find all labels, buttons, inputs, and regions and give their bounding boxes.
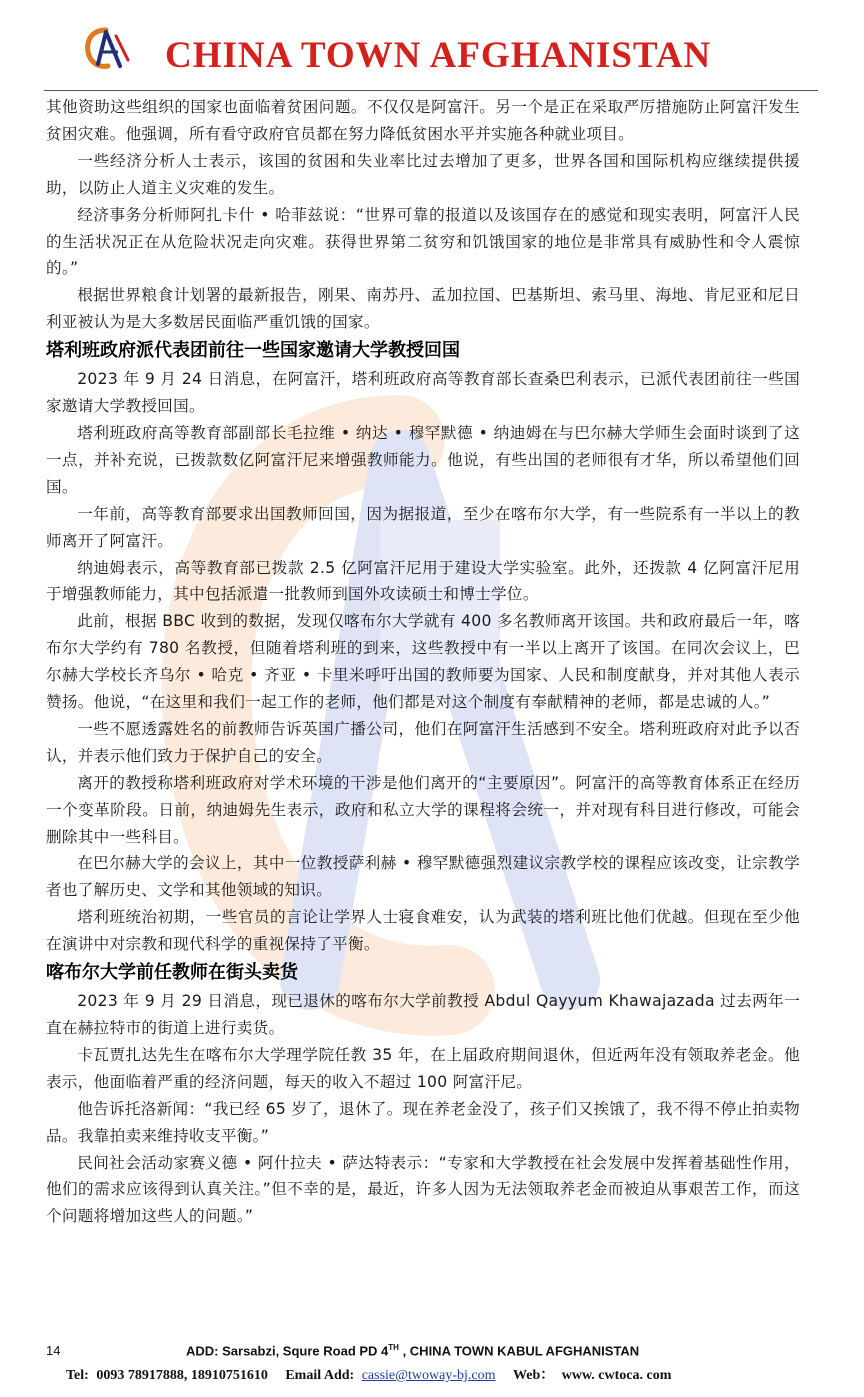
paragraph: 卡瓦贾扎达先生在喀布尔大学理学院任教 35 年，在上届政府期间退休，但近两年没有领取养老金。他表示，他面临着严重的经济问题，每天的收入不超过 100 阿富汗尼。	[46, 1045, 800, 1091]
paragraph: 一年前，高等教育部要求出国教师回国，因为据报道，至少在喀布尔大学，有一些院系有一半以上的教师离开了阿富汗。	[46, 504, 800, 550]
tel-value: 0093 78917888, 18910751610	[96, 1368, 268, 1383]
page-number: 14	[46, 1343, 61, 1358]
footer-contact-line	[66, 1364, 826, 1384]
brand-title: CHINA TOWN AFGHANISTAN	[165, 35, 712, 76]
section-heading: 喀布尔大学前任教师在街头卖货	[46, 962, 298, 984]
paragraph: 一些经济分析人士表示，该国的贫困和失业率比过去增加了更多，世界各国和国际机构应继续提供援助，以防止人道主义灾难的发生。	[46, 151, 800, 197]
paragraph: 此前，根据 BBC 收到的数据，发现仅喀布尔大学就有 400 多名教师离开该国。共和政府最后一年，喀布尔大学约有 780 名教授，但随着塔利班的到来，这些教授中有一半以上离开了该国。在同次会议上，巴尔赫大学校长齐乌尔 • 哈克 • 齐亚 • 卡里米呼吁出国的教师要为国家、人民和制度献身，并对其他人表示赞扬。他说，“在这里和我们一起工作的老师，他们都是对这个制度有奉献精神的老师，都是忠诚的人。”	[46, 612, 800, 712]
paragraph: 一些不愿透露姓名的前教师告诉英国广播公司，他们在阿富汗生活感到不安全。塔利班政府对此予以否认，并表示他们致力于保护自己的安全。	[46, 719, 800, 765]
paragraph: 在巴尔赫大学的会议上，其中一位教授萨利赫 • 穆罕默德强烈建议宗教学校的课程应该改变，让宗教学者也了解历史、文学和其他领域的知识。	[46, 854, 800, 900]
address-prefix: ADD: Sarsabzi, Squre Road PD 4	[186, 1343, 389, 1359]
email-link[interactable]: cassie@twoway-bj.com	[361, 1368, 496, 1383]
paragraph: 经济事务分析师阿扎卡什 • 哈菲兹说：“世界可靠的报道以及该国存在的感觉和现实表明，阿富汗人民的生活状况正在从危险状况走向灾难。获得世界第二贫穷和饥饿国家的地位是非常具有威胁性和令人震惊的。”	[46, 205, 800, 278]
address-suffix: , CHINA TOWN KABUL AFGHANISTAN	[398, 1343, 640, 1359]
china-town-logo-icon	[82, 24, 134, 72]
section-heading: 塔利班政府派代表团前往一些国家邀请大学教授回国	[46, 340, 460, 362]
paragraph: 根据世界粮食计划署的最新报告，刚果、南苏丹、孟加拉国、巴基斯坦、索马里、海地、肯尼亚和尼日利亚被认为是大多数居民面临严重饥饿的国家。	[46, 286, 800, 332]
web-label: Web：	[513, 1368, 555, 1383]
paragraph: 塔利班政府高等教育部副部长毛拉维 • 纳达 • 穆罕默德 • 纳迪姆在与巴尔赫大学师生会面时谈到了这一点，并补充说，已拨款数亿阿富汗尼来增强教师能力。他说，有些出国的老师很有才华，所以希望他们回国。	[46, 423, 800, 496]
header-divider	[44, 90, 818, 91]
paragraph: 塔利班统治初期，一些官员的言论让学界人士寝食难安，认为武装的塔利班比他们优越。但现在至少他在演讲中对宗教和现代科学的重视保持了平衡。	[46, 908, 800, 954]
web-value[interactable]: www. cwtoca. com	[561, 1368, 672, 1383]
paragraph: 离开的教授称塔利班政府对学术环境的干涉是他们离开的“主要原因”。阿富汗的高等教育体系正在经历一个变革阶段。日前，纳迪姆先生表示，政府和私立大学的课程将会统一，并对现有科目进行修改，可能会删除其中一些科目。	[46, 773, 800, 846]
paragraph: 纳迪姆表示，高等教育部已拨款 2.5 亿阿富汗尼用于建设大学实验室。此外，还拨款 4 亿阿富汗尼用于增强教师能力，其中包括派遣一批教师到国外攻读硕士和博士学位。	[46, 558, 800, 604]
article-body	[46, 94, 800, 1230]
footer-address	[186, 1343, 639, 1358]
paragraph: 他告诉托洛新闻：“我已经 65 岁了，退休了。现在养老金没了，孩子们又挨饿了，我不得不停止拍卖物品。我靠拍卖来维持收支平衡。”	[46, 1099, 800, 1145]
email-label: Email Add:	[285, 1368, 355, 1383]
paragraph: 其他资助这些组织的国家也面临着贫困问题。不仅仅是阿富汗。另一个是正在采取严厉措施防止阿富汗发生贫困灾难。他强调，所有看守政府官员都在努力降低贫困水平并实施各种就业项目。	[46, 98, 800, 143]
address-sup: TH	[388, 1343, 399, 1352]
paragraph: 2023 年 9 月 29 日消息，现已退休的喀布尔大学前教授 Abdul Qayyum Khawajazada 过去两年一直在赫拉特市的街道上进行卖货。	[46, 992, 800, 1037]
page-header	[0, 0, 864, 96]
paragraph: 2023 年 9 月 24 日消息，在阿富汗，塔利班政府高等教育部长查桑巴利表示，已派代表团前往一些国家邀请大学教授回国。	[46, 370, 800, 416]
paragraph: 民间社会活动家赛义德 • 阿什拉夫 • 萨达特表示：“专家和大学教授在社会发展中发挥着基础性作用，他们的需求应该得到认真关注。”但不幸的是，最近，许多人因为无法领取养老金而被迫从事艰苦工作，而这个问题将增加这些人的问题。”	[46, 1153, 800, 1226]
tel-label: Tel:	[66, 1368, 89, 1383]
